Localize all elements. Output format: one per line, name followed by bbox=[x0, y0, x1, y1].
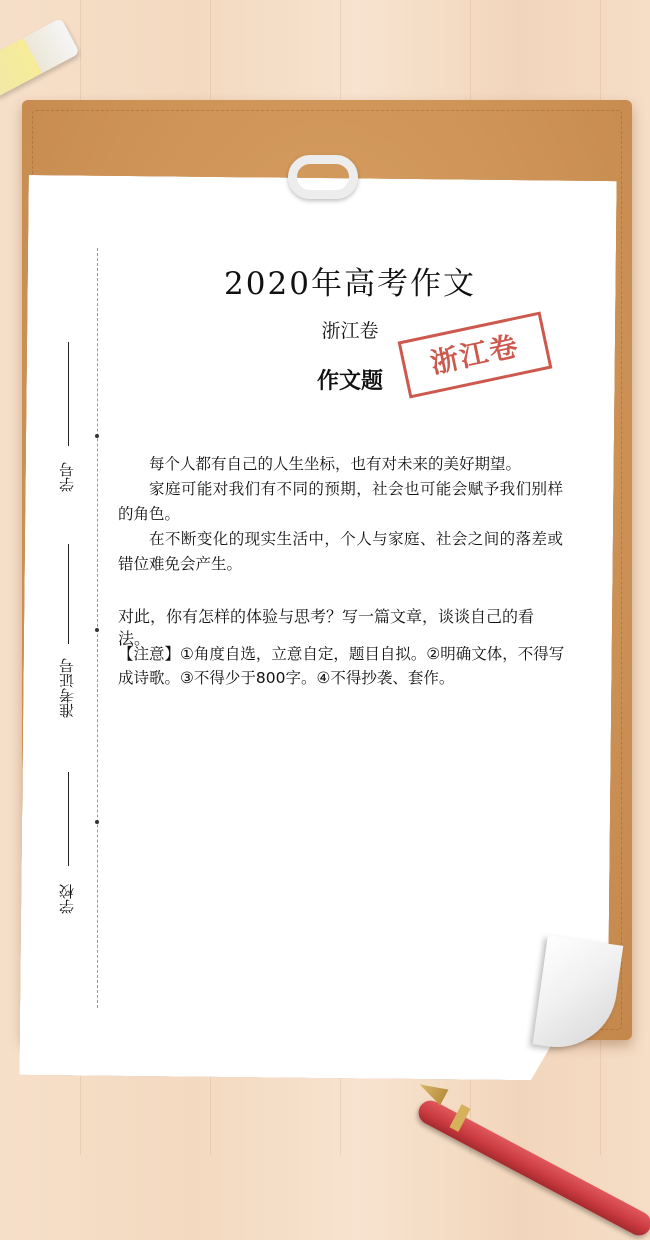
exam-id-blank bbox=[68, 544, 69, 644]
section-heading: 作文题 bbox=[316, 369, 383, 394]
prompt-paragraph: 家庭可能对我们有不同的预期，社会也可能会赋予我们别样的角色。 bbox=[118, 480, 563, 523]
margin-dot bbox=[95, 628, 99, 632]
task-text: 对此，你有怎样的体验与思考？写一篇文章，谈谈自己的看法。 bbox=[118, 607, 535, 648]
page-title: 2020年高考作文 bbox=[224, 266, 476, 302]
school-blank bbox=[68, 772, 69, 866]
student-id-blank bbox=[68, 342, 69, 446]
eraser-decoration bbox=[0, 18, 80, 98]
exam-id-label: 准考证号 bbox=[58, 658, 76, 718]
paper-clip-ring bbox=[288, 155, 358, 199]
student-id-label: 学号 bbox=[58, 462, 76, 492]
school-label: 学校 bbox=[58, 884, 76, 914]
essay-prompt bbox=[118, 452, 563, 577]
prompt-paragraph: 在不断变化的现实生活中，个人与家庭、社会之间的落差或错位难免会产生。 bbox=[118, 530, 563, 573]
page-subtitle: 浙江卷 bbox=[321, 320, 379, 342]
essay-notes: 【注意】①角度自选，立意自定，题目自拟。②明确文体，不得写成诗歌。③不得少于800字。④不得抄袭、套作。 bbox=[118, 645, 565, 687]
fountain-pen bbox=[414, 1096, 650, 1239]
prompt-paragraph: 每个人都有自己的人生坐标，也有对未来的美好期望。 bbox=[149, 455, 522, 473]
margin-dot bbox=[95, 434, 99, 438]
margin-dot bbox=[95, 820, 99, 824]
province-stamp: 浙江卷 bbox=[398, 311, 553, 398]
